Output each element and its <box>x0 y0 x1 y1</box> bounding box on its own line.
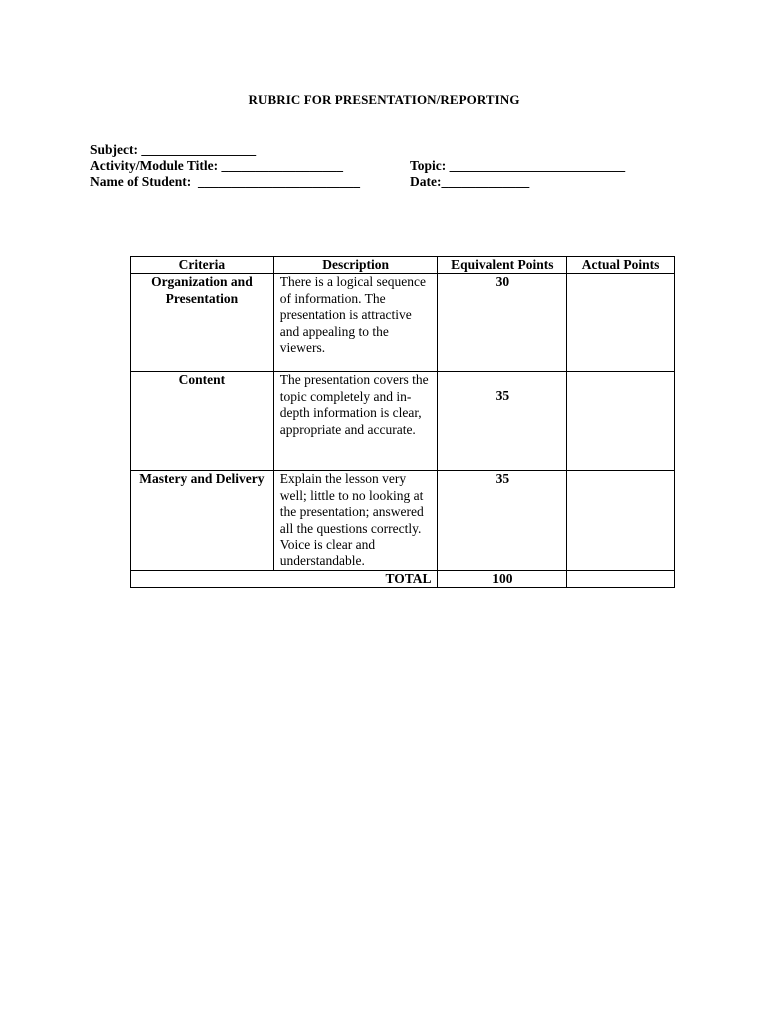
criteria-cell: Organization and Presentation <box>131 274 274 372</box>
student-name-field: Name of Student: ________________________ <box>90 174 360 189</box>
topic-field: Topic: __________________________ <box>410 158 626 173</box>
header-criteria: Criteria <box>131 257 274 274</box>
description-cell: Explain the lesson very well; little to no looking at the presentation; answered all the questions correctly. Voice is clear and understandable. <box>273 471 438 570</box>
document-title: RUBRIC FOR PRESENTATION/REPORTING <box>248 92 520 107</box>
table-row <box>131 274 675 372</box>
date-field: Date:_____________ <box>410 174 530 189</box>
criteria-cell: Mastery and Delivery <box>131 471 274 570</box>
header-description: Description <box>273 257 438 274</box>
actual-points-cell[interactable] <box>567 274 675 372</box>
description-cell: There is a logical sequence of information. The presentation is attractive and appealing to the viewers. <box>273 274 438 372</box>
activity-module-title-field: Activity/Module Title: __________________ <box>90 158 343 173</box>
rubric-table <box>130 256 675 588</box>
description-cell: The presentation covers the topic completely and in-depth information is clear, appropriate and accurate. <box>273 372 438 471</box>
actual-points-cell[interactable] <box>567 372 675 471</box>
equivalent-points-cell: 35 <box>438 471 567 570</box>
total-label: TOTAL <box>131 570 438 587</box>
total-equivalent-points: 100 <box>438 570 567 587</box>
table-header-row <box>131 257 675 274</box>
header-actual-points: Actual Points <box>567 257 675 274</box>
total-row <box>131 570 675 587</box>
subject-field: Subject: _________________ <box>90 142 257 157</box>
equivalent-points-cell: 35 <box>438 372 567 471</box>
total-actual-points[interactable] <box>567 570 675 587</box>
equivalent-points-cell: 30 <box>438 274 567 372</box>
table-row <box>131 471 675 570</box>
table-row <box>131 372 675 471</box>
actual-points-cell[interactable] <box>567 471 675 570</box>
criteria-cell: Content <box>131 372 274 471</box>
header-equivalent-points: Equivalent Points <box>438 257 567 274</box>
